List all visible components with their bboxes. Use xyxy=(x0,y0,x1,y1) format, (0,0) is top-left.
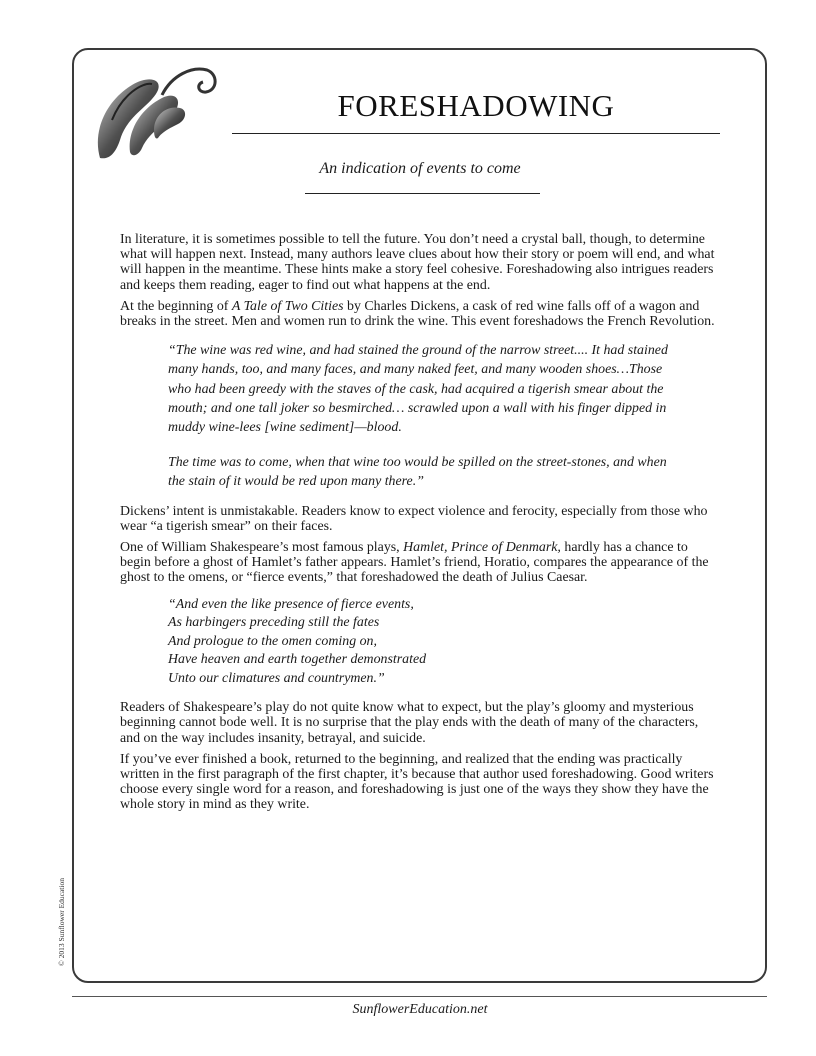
paragraph-hamlet xyxy=(120,540,720,586)
paragraph-intro: In literature, it is sometimes possible to tell the future. You don’t need a crystal ball, though, to determine what will happen next. Instead, many authors leave clues about how their story or poem will end, and what will happen in the meantime. These hints make a story feel cohesive. Foreshadowing also intrigues readers and keeps them reading, eager to find out what happens at the end. xyxy=(120,232,715,293)
poem-line: “And even the like presence of fierce events, xyxy=(168,596,414,612)
page-subtitle: An indication of events to come xyxy=(319,160,521,177)
flourish-ornament-icon xyxy=(92,60,222,170)
play-title: Hamlet, Prince of Denmark, xyxy=(403,540,561,556)
paragraph-text: hardly has a chance to begin before a ghost of Hamlet’s father appears. Hamlet’s friend, Horatio, compares the appearance of the ghost to the omens, or “fierce events,” that foreshadowed the death of Julius Caesar. xyxy=(120,540,709,586)
paragraph-text: One of William Shakespeare’s most famous plays, xyxy=(120,540,404,556)
footer-website: SunflowerEducation.net xyxy=(352,1002,488,1017)
poem-line: Have heaven and earth together demonstrated xyxy=(168,652,427,668)
paragraph-conclusion: If you’ve ever finished a book, returned to the beginning, and realized that the ending was practically written in the first paragraph of the first chapter, it’s because that author used foreshadowing. Good writers choose every single word for a reason, and foreshadowing is just one of the ways they show they have the whole story in mind as they write. xyxy=(120,751,714,813)
paragraph-text: At the beginning of xyxy=(120,298,232,314)
copyright-text: © 2013 Sunflower Education xyxy=(57,878,66,966)
hamlet-quote xyxy=(168,596,720,689)
title-divider xyxy=(232,133,720,134)
quote-text: The time was to come, when that wine too would be spilled on the street-stones, and when the stain of it would be red upon many there.” xyxy=(168,455,667,490)
dickens-quote xyxy=(168,341,668,491)
book-title: A Tale of Two Cities xyxy=(231,298,344,314)
poem-line: As harbingers preceding still the fates xyxy=(168,615,380,631)
subtitle-divider xyxy=(305,193,540,194)
quote-text: “The wine was red wine, and had stained the ground of the narrow street.... It had stained many hands, too, and many faces, and many naked feet, and many wooden shoes…Those who had been greedy with the staves of the cask, had acquired a tigerish smear about the mouth; and one tall joker so besmirched… scrawled upon a wall with his finger dipped in muddy wine-lees [wine sediment]—blood. xyxy=(168,343,668,436)
copyright-notice xyxy=(57,866,71,966)
paragraph-dickens xyxy=(120,299,720,329)
article-body xyxy=(120,232,720,819)
poem-line: And prologue to the omen coming on, xyxy=(168,633,377,649)
paragraph-text: by Charles Dickens, a cask of red wine falls off of a wagon and breaks in the street. Men and women run to drink the wine. This event foreshadows the French Revolution. xyxy=(120,298,715,330)
paragraph-dickens-intent: Dickens’ intent is unmistakable. Readers know to expect violence and ferocity, especially from those who wear “a tigerish smear” on their faces. xyxy=(120,503,708,534)
paragraph-hamlet-outcome: Readers of Shakespeare’s play do not quite know what to expect, but the play’s gloomy and mysterious beginning cannot bode well. It is no surprise that the play ends with the death of many of the characters, and on the way includes insanity, betrayal, and suicide. xyxy=(120,700,699,746)
page-title: FORESHADOWING xyxy=(337,88,615,123)
footer-divider xyxy=(72,996,767,997)
poem-line: Unto our climatures and countrymen.” xyxy=(168,670,385,686)
